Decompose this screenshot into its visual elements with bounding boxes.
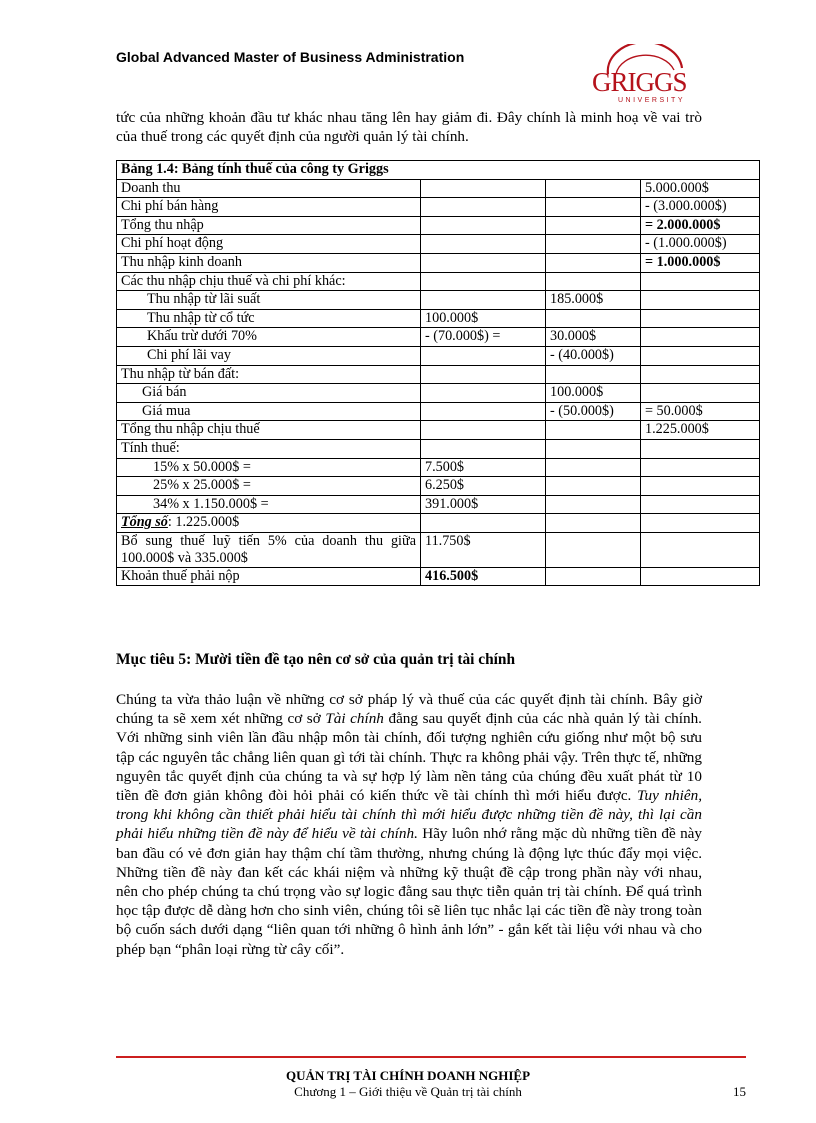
cell-col3 <box>546 477 641 496</box>
table-row <box>117 384 760 403</box>
cell-col4: - (1.000.000$) <box>641 235 760 254</box>
cell-col2: 11.750$ <box>421 532 546 567</box>
cell-col2 <box>421 272 546 291</box>
griggs-university-logo <box>586 44 704 106</box>
cell-col2: 391.000$ <box>421 495 546 514</box>
cell-col3 <box>546 421 641 440</box>
table-row <box>117 346 760 365</box>
cell-col4 <box>641 439 760 458</box>
cell-col4 <box>641 328 760 347</box>
cell-label: Doanh thu <box>117 179 421 198</box>
cell-col3 <box>546 309 641 328</box>
cell-label: Bổ sung thuế luỹ tiến 5% của doanh thu giữa 100.000$ và 335.000$ <box>117 532 421 567</box>
cell-label: Tổng thu nhập <box>117 216 421 235</box>
cell-col3 <box>546 198 641 217</box>
cell-col3: 100.000$ <box>546 384 641 403</box>
cell-label: 34% x 1.150.000$ = <box>117 495 421 514</box>
cell-col4: = 2.000.000$ <box>641 216 760 235</box>
table-row <box>117 402 760 421</box>
body-text-2: đằng sau quyết định của các nhà quản lý tài chính. Với những sinh viên lần đầu nhập môn tài chính, đối tượng nghiên cứu giống như một bộ sưu tập các nguyên tắc chẳng liên quan gì tới tài chính. Thực ra không phải vậy. Trên thực tế, những nguyên tắc quyết định của chúng ta và sự hợp lý làm nền tảng của chúng đều xuất phát từ 10 tiền đề đơn giản không đòi hỏi phải có kiến thức về tài chính thì mới hiểu được. <box>116 710 702 805</box>
table-caption-row <box>117 161 760 180</box>
table-row <box>117 235 760 254</box>
table-row <box>117 253 760 272</box>
cell-col3: 30.000$ <box>546 328 641 347</box>
table-caption: Bảng 1.4: Bảng tính thuế của công ty Griggs <box>117 161 760 180</box>
table-row <box>117 365 760 384</box>
cell-col2 <box>421 253 546 272</box>
cell-col2 <box>421 291 546 310</box>
body-italic-2: Tuy nhiên, trong khi không cần thiết phải hiểu tài chính thì mới hiểu được những tiền đề này, thì lại cần phải hiểu những tiền đề này để hiểu về tài chính. <box>116 787 702 843</box>
cell-col3 <box>546 514 641 533</box>
cell-label: Thu nhập kinh doanh <box>117 253 421 272</box>
logo-subtext: UNIVERSITY <box>618 97 686 104</box>
cell-col3 <box>546 495 641 514</box>
tax-table <box>116 160 760 586</box>
cell-col4: = 50.000$ <box>641 402 760 421</box>
cell-col3: 185.000$ <box>546 291 641 310</box>
total-label: Tổng số <box>121 514 168 531</box>
cell-label: 25% x 25.000$ = <box>117 477 421 496</box>
table-row <box>117 309 760 328</box>
cell-label: Thu nhập từ lãi suất <box>117 291 421 310</box>
cell-col3: - (40.000$) <box>546 346 641 365</box>
cell-col2 <box>421 384 546 403</box>
cell-col4 <box>641 495 760 514</box>
cell-col4: = 1.000.000$ <box>641 253 760 272</box>
cell-col2 <box>421 439 546 458</box>
cell-col4 <box>641 309 760 328</box>
cell-col2: 416.500$ <box>421 567 546 586</box>
table-row <box>117 272 760 291</box>
intro-paragraph: tức của những khoản đầu tư khác nhau tăng lên hay giảm đi. Đây chính là minh hoạ về vai trò của thuế trong các quyết định của người quản lý tài chính. <box>116 109 702 145</box>
cell-col4 <box>641 272 760 291</box>
cell-label: Giá mua <box>117 402 421 421</box>
table-row <box>117 477 760 496</box>
cell-col3 <box>546 272 641 291</box>
cell-col4 <box>641 567 760 586</box>
table-row <box>117 291 760 310</box>
cell-col4: - (3.000.000$) <box>641 198 760 217</box>
footer-divider <box>116 1056 746 1058</box>
cell-col4 <box>641 514 760 533</box>
cell-col4 <box>641 477 760 496</box>
cell-col3 <box>546 532 641 567</box>
cell-col3 <box>546 179 641 198</box>
section-title: Mục tiêu 5: Mười tiền đề tạo nên cơ sở của quản trị tài chính <box>116 651 516 668</box>
cell-col4: 5.000.000$ <box>641 179 760 198</box>
cell-col4 <box>641 346 760 365</box>
cell-col2 <box>421 235 546 254</box>
table-row <box>117 179 760 198</box>
cell-col2: 7.500$ <box>421 458 546 477</box>
cell-col2 <box>421 216 546 235</box>
table-row <box>117 458 760 477</box>
cell-col2 <box>421 421 546 440</box>
cell-col4: 1.225.000$ <box>641 421 760 440</box>
cell-label: Chi phí lãi vay <box>117 346 421 365</box>
cell-label: Giá bán <box>117 384 421 403</box>
cell-col3: - (50.000$) <box>546 402 641 421</box>
cell-col3 <box>546 567 641 586</box>
cell-col4 <box>641 458 760 477</box>
table-row <box>117 514 760 533</box>
table-row <box>117 328 760 347</box>
cell-col2: 6.250$ <box>421 477 546 496</box>
total-value: : 1.225.000$ <box>167 514 240 531</box>
cell-col3 <box>546 253 641 272</box>
cell-col4 <box>641 291 760 310</box>
table-row <box>117 439 760 458</box>
footer-subtitle: Chương 1 – Giới thiệu về Quản trị tài chính <box>294 1084 522 1099</box>
cell-col3 <box>546 439 641 458</box>
cell-label: Tổng thu nhập chịu thuế <box>117 421 421 440</box>
table-row <box>117 198 760 217</box>
cell-col2 <box>421 346 546 365</box>
cell-col4 <box>641 384 760 403</box>
body-text-3: Hãy luôn nhớ rằng mặc dù những tiền đề này ban đầu có vẻ đơn giản hay thậm chí tầm thường, nhưng chúng là động lực thúc đẩy mọi việc. Những tiền đề này đan kết các khái niệm và những kỹ thuật đề cập trong phần này với nhau, nên cho phép chúng ta chú trọng vào sự logic đằng sau thực tiễn quản trị tài chính. Để quá trình học tập được dễ dàng hơn cho sinh viên, chúng tôi sẽ liên tục nhắc lại các tiền đề này trong toàn bộ cuốn sách dưới dạng “liên quan tới những ô hình ảnh lớn” - gắn kết tài liệu với nhau và cho phép bạn “phân loại rừng từ cây cối”. <box>116 825 702 958</box>
cell-label: Thu nhập từ cổ tức <box>117 309 421 328</box>
cell-label: Các thu nhập chịu thuế và chi phí khác: <box>117 272 421 291</box>
cell-label: Thu nhập từ bán đất: <box>117 365 421 384</box>
table-row <box>117 216 760 235</box>
cell-label: Tính thuế: <box>117 439 421 458</box>
cell-label: Khấu trừ dưới 70% <box>117 328 421 347</box>
section-body <box>116 690 702 959</box>
body-italic-1: Tài chính <box>325 710 384 728</box>
table-row <box>117 567 760 586</box>
cell-col2: 100.000$ <box>421 309 546 328</box>
table-row <box>117 421 760 440</box>
body-text-1: Chúng ta vừa thảo luận về những cơ sở pháp lý và thuế của các quyết định tài chính. Bây giờ chúng ta sẽ xem xét những cơ sở <box>116 691 702 728</box>
cell-col2 <box>421 179 546 198</box>
cell-col4 <box>641 532 760 567</box>
table-row <box>117 532 760 567</box>
cell-label <box>117 514 421 533</box>
cell-col2: - (70.000$) = <box>421 328 546 347</box>
header-title: Global Advanced Master of Business Administration <box>116 49 465 65</box>
cell-col2 <box>421 198 546 217</box>
cell-col2 <box>421 402 546 421</box>
cell-col2 <box>421 514 546 533</box>
cell-col3 <box>546 365 641 384</box>
footer-title: QUẢN TRỊ TÀI CHÍNH DOANH NGHIỆP <box>285 1068 531 1083</box>
cell-label: Chi phí hoạt động <box>117 235 421 254</box>
page-number: 15 <box>733 1084 746 1099</box>
cell-col3 <box>546 216 641 235</box>
logo-text: GRIGGS <box>592 67 687 97</box>
cell-label: Khoản thuế phải nộp <box>117 567 421 586</box>
cell-col4 <box>641 365 760 384</box>
table-row <box>117 495 760 514</box>
cell-col3 <box>546 458 641 477</box>
cell-col3 <box>546 235 641 254</box>
cell-label: 15% x 50.000$ = <box>117 458 421 477</box>
cell-label: Chi phí bán hàng <box>117 198 421 217</box>
cell-col2 <box>421 365 546 384</box>
